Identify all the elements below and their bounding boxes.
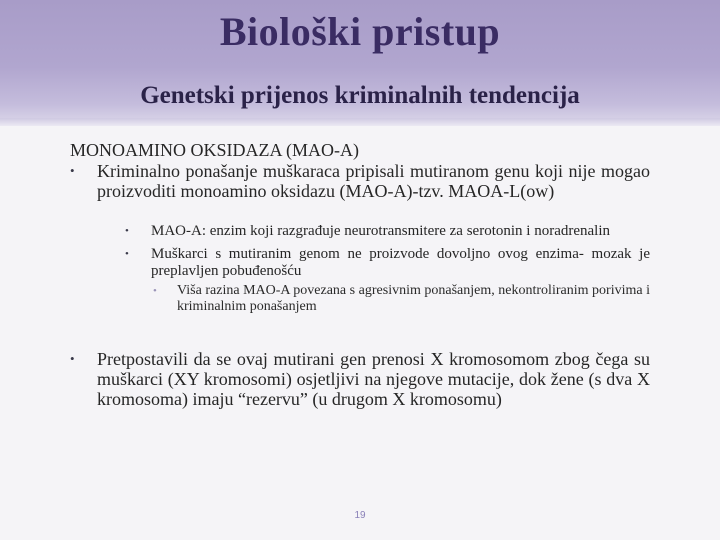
section-heading: MONOAMINO OKSIDAZA (MAO-A) (70, 140, 359, 160)
sub-bullet-text: Muškarci s mutiranim genom ne proizvode dovoljno ovog enzima- mozak je preplavljen pobuđenošću (151, 246, 650, 279)
slide-title: Biološki pristup (219, 9, 501, 54)
bullet-text: Kriminalno ponašanje muškaraca pripisali mutiranom genu koji nije mogao proizvoditi monoamino oksidazu (MAO-A)-tzv. MAOA-L(ow) (97, 161, 650, 201)
sub-bullet-text: MAO-A: enzim koji razgrađuje neurotransmitere za serotonin i noradrenalin (151, 223, 611, 239)
bullet-icon: • (70, 351, 75, 366)
sub-sub-bullet-point (153, 283, 650, 315)
bullet-icon: • (70, 163, 75, 178)
page-number: 19 (354, 510, 366, 521)
slide-content (70, 140, 650, 409)
header-divider-band (0, 118, 720, 126)
slide-subtitle: Genetski prijenos kriminalnih tendencija (140, 82, 580, 109)
sub-sub-bullet-text: Viša razina MAO-A povezana s agresivnim ponašanjem, nekontroliranim porivima i kriminalnim ponašanjem (177, 283, 650, 314)
bullet-point (70, 161, 650, 201)
sub-bullet-icon: • (125, 248, 129, 260)
bullet-text: Pretpostavili da se ovaj mutirani gen prenosi X kromosomom zbog čega su muškarci (XY kromosomi) osjetljivi na njegove mutacije, dok žene (s dva X kromosoma) imaju “rezervu” (u drugom X kromosomu) (97, 349, 650, 409)
sub-bullet-point (125, 246, 650, 280)
sub-bullet-point (125, 223, 650, 240)
sub-sub-bullet-icon: • (153, 285, 157, 297)
sub-bullet-icon: • (125, 225, 129, 237)
bullet-point (70, 349, 650, 409)
